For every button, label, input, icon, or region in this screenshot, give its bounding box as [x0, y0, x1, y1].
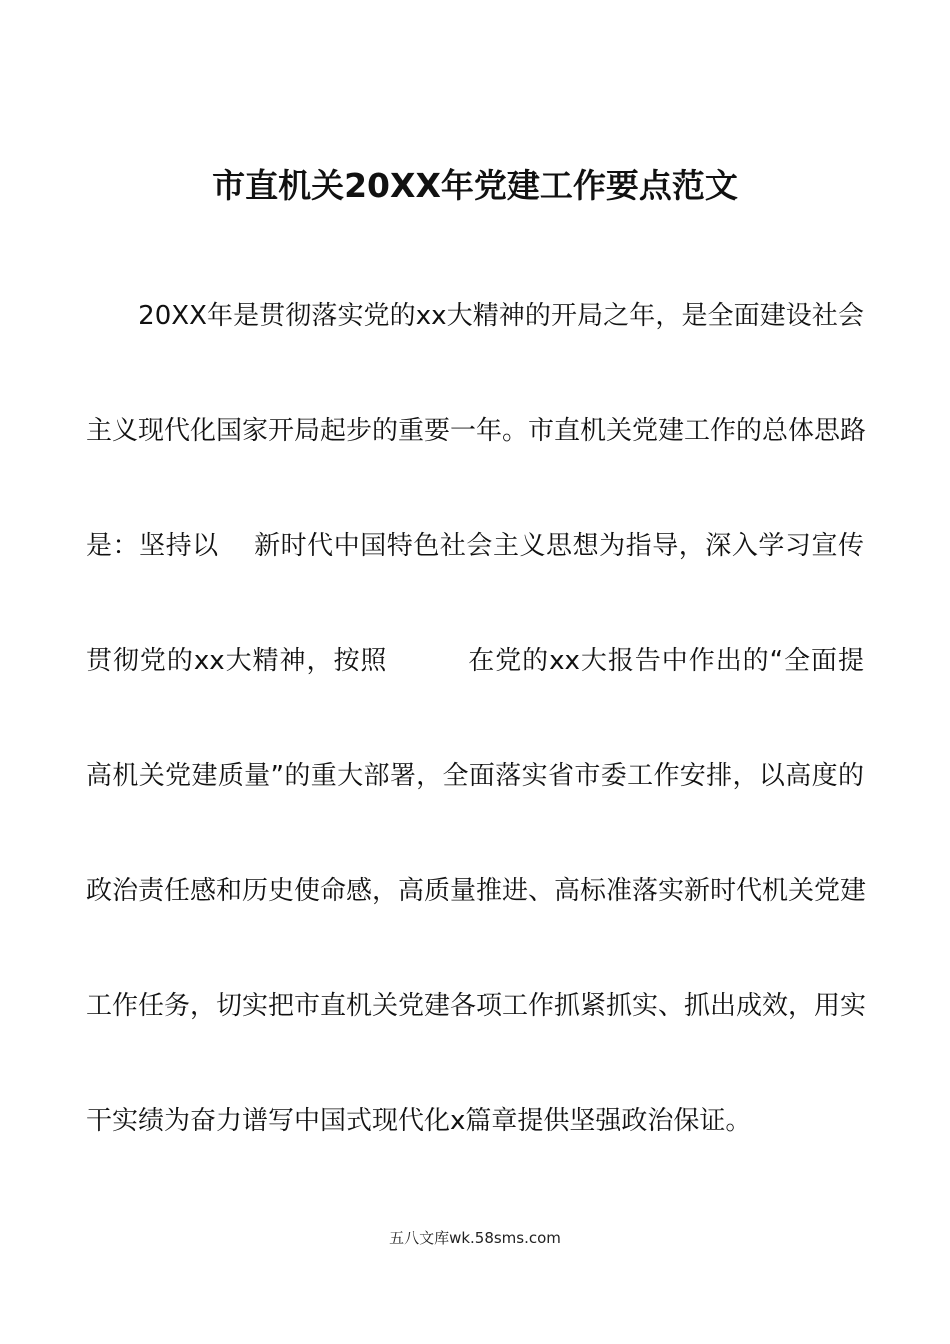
paragraph-line: 干实绩为奋力谱写中国式现代化x篇章提供坚强政治保证。	[86, 1106, 752, 1136]
paragraph-line: 主义现代化国家开局起步的重要一年。市直机关党建工作的总体思路	[86, 416, 867, 446]
paragraph-line: 是：坚持以 新时代中国特色社会主义思想为指导，深入学习宣传	[86, 531, 864, 561]
paragraph-line: 高机关党建质量”的重大部署，全面落实省市委工作安排，以高度的	[86, 761, 864, 791]
paragraph-line: 政治责任感和历史使命感，高质量推进、高标准落实新时代机关党建	[86, 876, 867, 906]
page-title: 市直机关20XX年党建工作要点范文	[212, 166, 738, 205]
paragraph-line: 贯彻党的xx大精神，按照 在党的xx大报告中作出的“全面提	[86, 646, 864, 676]
paragraph-line: 工作任务，切实把市直机关党建各项工作抓紧抓实、抓出成效，用实	[86, 991, 867, 1021]
footer-watermark: 五八文库wk.58sms.com	[389, 1229, 561, 1247]
paragraph-line: 20XX年是贯彻落实党的xx大精神的开局之年，是全面建设社会	[86, 301, 864, 331]
